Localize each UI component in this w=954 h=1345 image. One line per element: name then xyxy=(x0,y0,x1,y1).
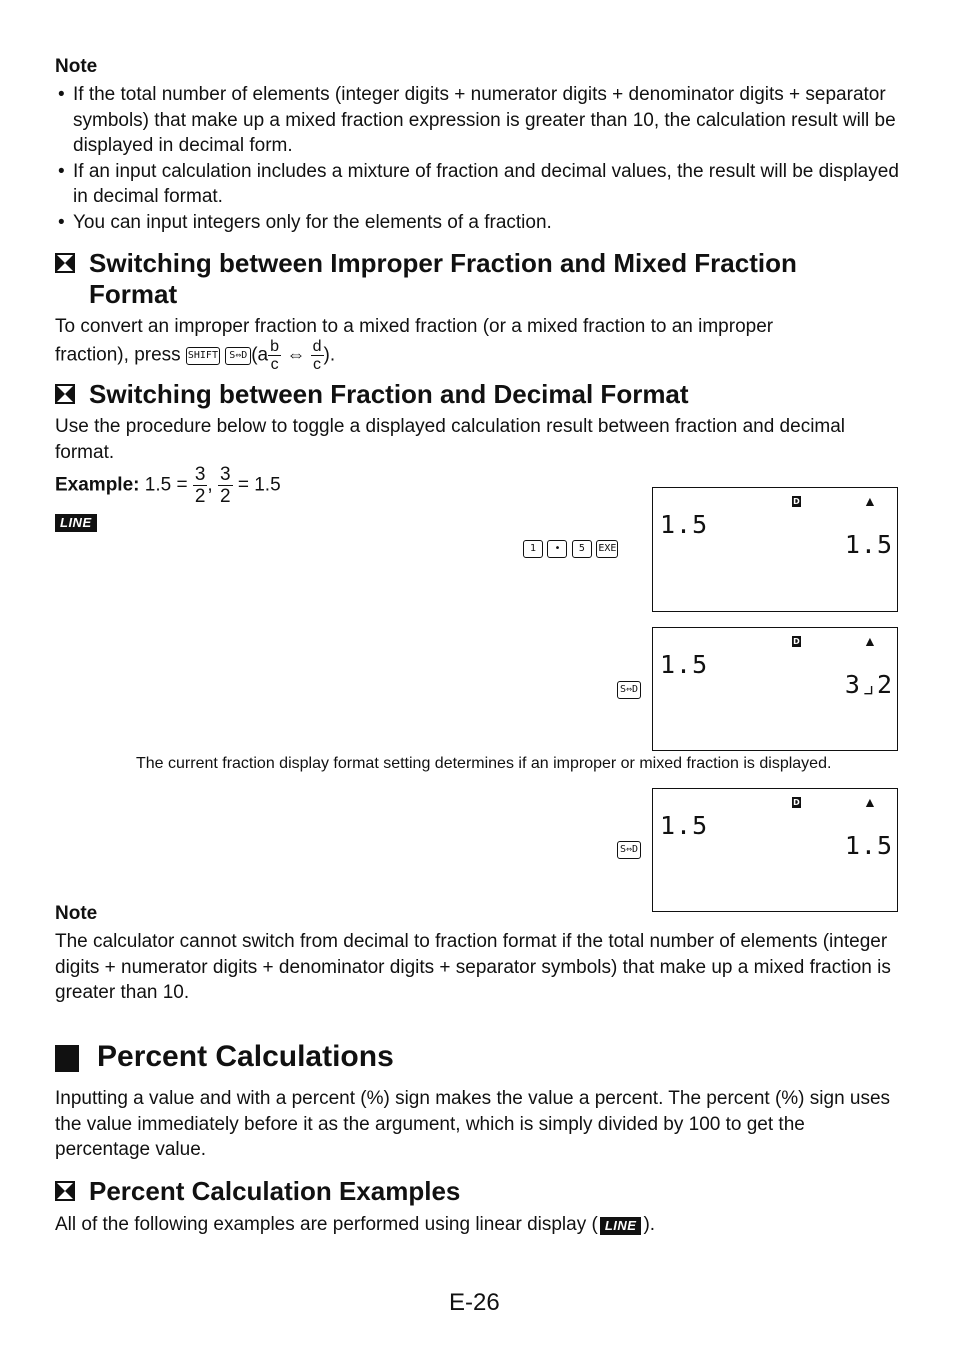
shift-key: SHIFT xyxy=(186,347,220,365)
note-bullet: • If the total number of elements (integer digits + numerator digits + denominator digits + separator symbols) that make up a mixed fraction expression is greater than 10, the calculation result will be displayed in decimal form. xyxy=(55,82,905,159)
paren-close: ). xyxy=(323,344,336,366)
calculator-screen-2 xyxy=(652,627,898,751)
screen-input: 1.5 xyxy=(660,510,709,539)
frac-den: c xyxy=(270,356,279,373)
note-title: Note xyxy=(55,903,98,924)
fraction-d-c xyxy=(311,338,324,373)
percent-heading-text: Percent Calculations xyxy=(97,1040,394,1073)
heading-line-2: Format xyxy=(89,279,178,309)
note-title: Note xyxy=(55,56,98,77)
sub-text-start: All of the following examples are performed using linear display ( xyxy=(55,1214,598,1235)
section-square-icon xyxy=(55,1045,79,1072)
d-indicator: D xyxy=(793,798,800,807)
screen-input: 1.5 xyxy=(660,650,709,679)
screen-input: 1.5 xyxy=(660,811,709,840)
section-diamond-icon xyxy=(55,253,75,273)
note-bullet: • If an input calculation includes a mixture of fraction and decimal values, the result will be displayed in decimal format. xyxy=(55,159,905,210)
percent-examples-heading xyxy=(55,1176,915,1207)
frac-num: b xyxy=(270,338,280,355)
key-exe: EXE xyxy=(596,540,618,558)
section-diamond-icon xyxy=(55,1181,75,1201)
line-badge-text: LINE xyxy=(55,514,97,532)
example-line xyxy=(55,464,281,507)
percent-description: Inputting a value and with a percent (%) sign makes the value a percent. The percent (%) sign uses the value immediately before it as the argument, which is simply divided by 100 to get the percentage value. xyxy=(55,1088,891,1160)
frac-den: 2 xyxy=(194,486,206,507)
frac-num: 3 xyxy=(219,464,231,485)
section-diamond-icon xyxy=(55,384,75,404)
percent-heading xyxy=(55,1040,915,1074)
example-fraction-1 xyxy=(193,464,208,507)
heading-text: Switching between Fraction and Decimal Format xyxy=(89,379,689,409)
up-arrow-indicator: ▲ xyxy=(863,633,877,649)
paren-open: (a xyxy=(251,344,269,366)
example-fraction-2 xyxy=(218,464,233,507)
sd-key: S⇔D xyxy=(617,841,641,859)
up-arrow-indicator: ▲ xyxy=(863,493,877,509)
calculator-screen-1 xyxy=(652,487,898,612)
example-start: 1.5 = xyxy=(144,474,188,496)
section-heading-improper-mixed xyxy=(55,248,915,310)
up-arrow-indicator: ▲ xyxy=(863,794,877,810)
d-indicator: D xyxy=(793,637,800,646)
line-badge-inline: LINE xyxy=(600,1217,642,1235)
sd-key: S⇔D xyxy=(617,681,641,699)
page-number: E-26 xyxy=(449,1289,500,1316)
key-sequence-1 xyxy=(523,540,618,558)
percent-examples-text xyxy=(55,1212,655,1238)
improper-text-line1: To convert an improper fraction to a mixed fraction (or a mixed fraction to an improper xyxy=(55,316,774,337)
example-end: = 1.5 xyxy=(237,474,281,496)
improper-press-line xyxy=(55,338,335,373)
frac-num: 3 xyxy=(194,464,206,485)
note-bullet: • You can input integers only for the elements of a fraction. xyxy=(55,210,905,236)
decimal-description: Use the procedure below to toggle a displayed calculation result between fraction and decimal format. xyxy=(55,416,846,463)
frac-den: 2 xyxy=(219,486,231,507)
comma: , xyxy=(207,474,213,496)
screen-result: 3⌟2 xyxy=(844,670,893,699)
d-indicator: D xyxy=(793,497,800,506)
screen-result: 1.5 xyxy=(844,831,893,860)
key-5: 5 xyxy=(572,540,592,558)
note-bullet-list xyxy=(55,82,905,235)
press-text: fraction), press xyxy=(55,344,181,366)
example-label: Example: xyxy=(55,474,140,496)
note2-text: The calculator cannot switch from decimal to fraction format if the total number of elements (integer digits + numerator digits + denominator digits + separator symbols) that make up a mixed fraction is greater than 10. xyxy=(55,931,891,1003)
line-mode-badge xyxy=(55,514,97,532)
fraction-format-caption: The current fraction display format setting determines if an improper or mixed fraction is displayed. xyxy=(136,755,832,772)
fraction-b-c xyxy=(268,338,281,373)
sub-text-end: ). xyxy=(643,1214,656,1235)
section-heading-fraction-decimal xyxy=(55,379,915,410)
key-sequence-3 xyxy=(617,841,641,859)
key-sequence-2 xyxy=(617,681,641,699)
sd-key: S⇔D xyxy=(225,347,251,365)
frac-den: c xyxy=(313,356,322,373)
frac-num: d xyxy=(312,338,322,355)
heading-text: Percent Calculation Examples xyxy=(89,1176,461,1206)
screen-result: 1.5 xyxy=(844,530,893,559)
key-1: 1 xyxy=(523,540,543,558)
calculator-screen-3 xyxy=(652,788,898,912)
heading-line-1: Switching between Improper Fraction and Mixed Fraction xyxy=(89,248,797,278)
double-arrow-icon: ⇔ xyxy=(286,344,306,366)
key-decimal-point: • xyxy=(547,540,567,558)
